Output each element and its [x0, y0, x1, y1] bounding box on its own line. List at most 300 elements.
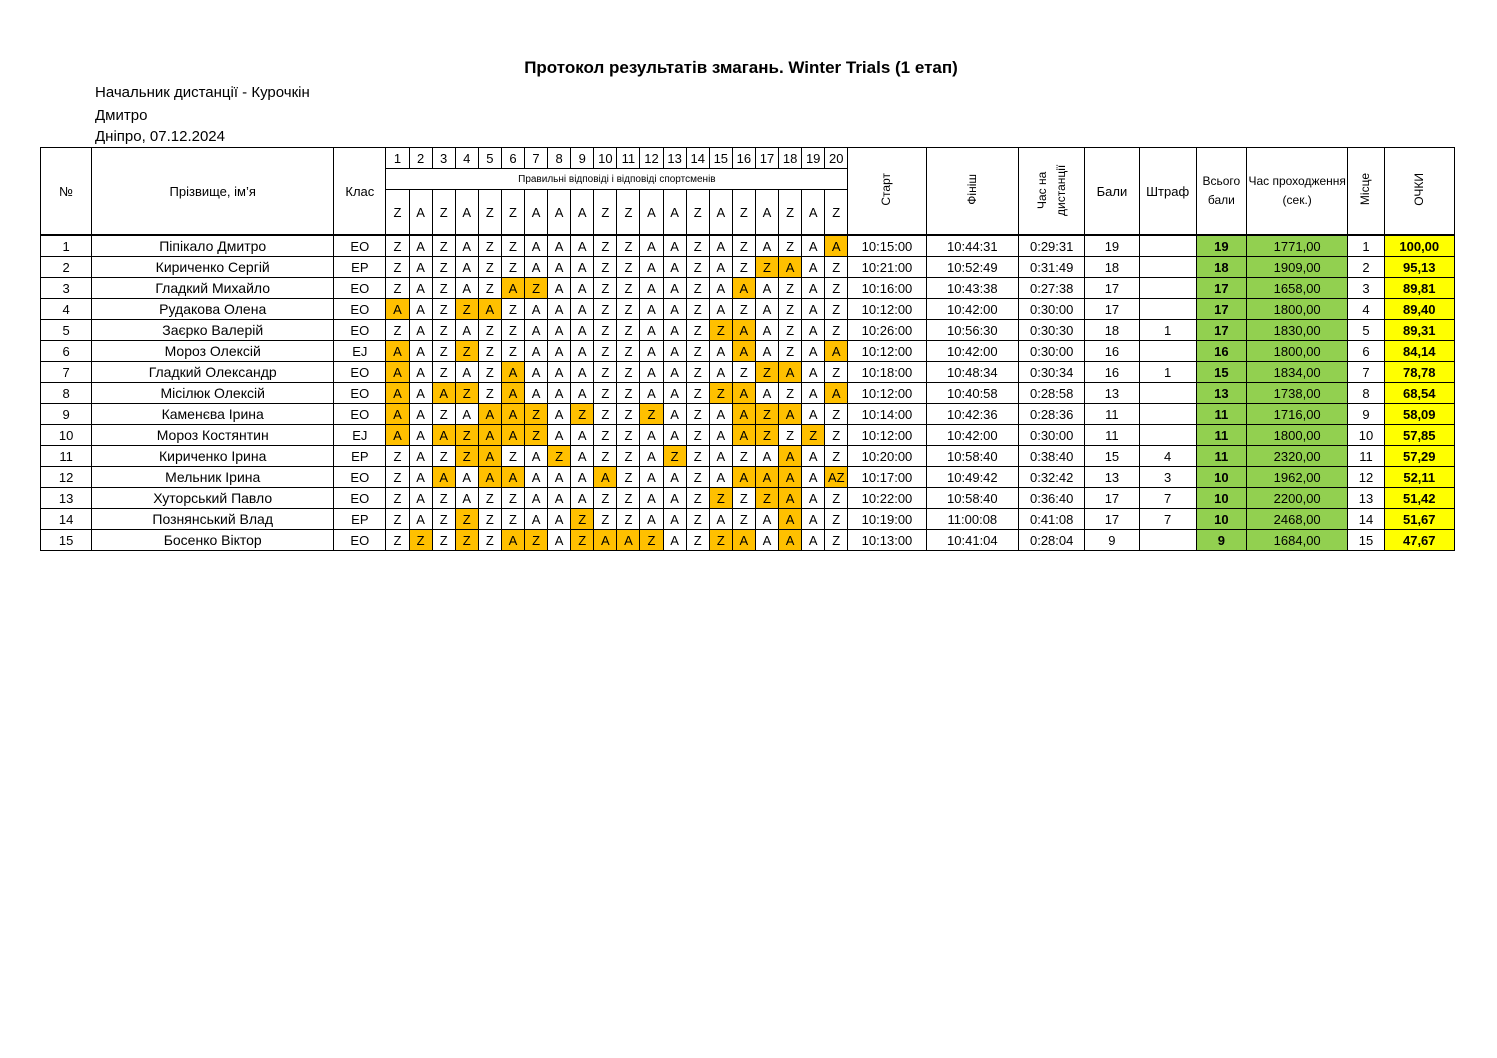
place: 11 [1348, 446, 1384, 467]
athlete-answer: A [709, 362, 732, 383]
athlete-answer: A [501, 362, 524, 383]
athlete-answer: A [755, 299, 778, 320]
total-points: 11 [1196, 425, 1246, 446]
start-time: 10:19:00 [848, 509, 926, 530]
athlete-answer: Z [501, 509, 524, 530]
distance-time: 0:32:42 [1019, 467, 1085, 488]
athlete-answer: A [802, 509, 825, 530]
athlete-name: Гладкий Михайло [92, 278, 334, 299]
athlete-answer: Z [478, 383, 501, 404]
athlete-answer: A [478, 446, 501, 467]
table-row [41, 530, 1455, 551]
athlete-class: EO [334, 467, 386, 488]
athlete-answer: A [802, 341, 825, 362]
penalty: 7 [1139, 509, 1196, 530]
question-number: 2 [409, 148, 432, 169]
athlete-answer: Z [594, 425, 617, 446]
athlete-answer: A [825, 341, 848, 362]
place: 6 [1348, 341, 1384, 362]
finish-time: 10:42:00 [926, 299, 1018, 320]
athlete-answer: A [571, 257, 594, 278]
penalty: 4 [1139, 446, 1196, 467]
points: 9 [1085, 530, 1139, 551]
athlete-answer: A [640, 467, 663, 488]
finish-time: 10:42:00 [926, 425, 1018, 446]
athlete-answer: Z [640, 404, 663, 425]
athlete-answer: A [409, 257, 432, 278]
table-row [41, 320, 1455, 341]
row-num: 1 [41, 235, 92, 257]
athlete-name: Каменєва Ірина [92, 404, 334, 425]
place-date: Дніпро, 07.12.2024 [95, 128, 225, 145]
place: 12 [1348, 467, 1384, 488]
time-seconds: 1830,00 [1246, 320, 1347, 341]
athlete-answer: A [525, 446, 548, 467]
question-number: 10 [594, 148, 617, 169]
athlete-answer: A [386, 341, 409, 362]
athlete-answer: Z [825, 320, 848, 341]
total-points: 13 [1196, 383, 1246, 404]
athlete-answer: A [478, 425, 501, 446]
table-row [41, 488, 1455, 509]
points: 13 [1085, 383, 1139, 404]
athlete-answer: A [709, 446, 732, 467]
athlete-answer: A [548, 425, 571, 446]
score: 51,67 [1384, 509, 1454, 530]
start-time: 10:20:00 [848, 446, 926, 467]
athlete-answer: A [571, 446, 594, 467]
athlete-answer: Z [825, 299, 848, 320]
athlete-answer: Z [478, 362, 501, 383]
athlete-answer: Z [779, 278, 802, 299]
points: 16 [1085, 341, 1139, 362]
athlete-answer: Z [501, 488, 524, 509]
athlete-answer: A [432, 383, 455, 404]
athlete-answer: Z [386, 257, 409, 278]
athlete-answer: Z [455, 446, 478, 467]
penalty: 7 [1139, 488, 1196, 509]
athlete-answer: A [640, 488, 663, 509]
start-time: 10:26:00 [848, 320, 926, 341]
athlete-name: Заєрко Валерій [92, 320, 334, 341]
correct-answer: A [525, 190, 548, 236]
athlete-answer: Z [455, 530, 478, 551]
athlete-answer: Z [478, 509, 501, 530]
athlete-answer: A [409, 362, 432, 383]
athlete-answer: Z [478, 257, 501, 278]
col-distance-time-label: Час на дистанції [1034, 163, 1068, 216]
finish-time: 10:58:40 [926, 446, 1018, 467]
athlete-answer: Z [686, 509, 709, 530]
athlete-answer: A [663, 341, 686, 362]
athlete-class: EO [334, 383, 386, 404]
athlete-answer: A [548, 235, 571, 257]
athlete-answer: Z [432, 299, 455, 320]
place: 2 [1348, 257, 1384, 278]
score: 47,67 [1384, 530, 1454, 551]
athlete-answer: Z [663, 446, 686, 467]
score: 89,31 [1384, 320, 1454, 341]
athlete-answer: Z [478, 530, 501, 551]
athlete-answer: Z [755, 404, 778, 425]
col-finish [926, 148, 1018, 236]
table-row [41, 425, 1455, 446]
points: 17 [1085, 299, 1139, 320]
athlete-class: EO [334, 278, 386, 299]
athlete-answer: Z [455, 299, 478, 320]
start-time: 10:21:00 [848, 257, 926, 278]
start-time: 10:12:00 [848, 299, 926, 320]
finish-time: 10:43:38 [926, 278, 1018, 299]
athlete-answer: Z [825, 488, 848, 509]
finish-time: 10:41:04 [926, 530, 1018, 551]
athlete-answer: Z [779, 425, 802, 446]
correct-answer: Z [686, 190, 709, 236]
time-seconds: 2468,00 [1246, 509, 1347, 530]
athlete-answer: A [709, 278, 732, 299]
athlete-answer: A [709, 257, 732, 278]
start-time: 10:16:00 [848, 278, 926, 299]
athlete-answer: A [663, 488, 686, 509]
athlete-answer: Z [802, 425, 825, 446]
col-class: Клас [334, 148, 386, 236]
athlete-class: EP [334, 509, 386, 530]
athlete-answer: Z [732, 257, 755, 278]
athlete-answer: A [755, 467, 778, 488]
points: 18 [1085, 320, 1139, 341]
athlete-name: Хуторський Павло [92, 488, 334, 509]
correct-answer: A [755, 190, 778, 236]
athlete-answer: Z [594, 446, 617, 467]
athlete-answer: Z [709, 383, 732, 404]
athlete-name: Познянський Влад [92, 509, 334, 530]
athlete-answer: Z [779, 383, 802, 404]
question-number: 12 [640, 148, 663, 169]
athlete-answer: A [409, 446, 432, 467]
points: 11 [1085, 425, 1139, 446]
place: 14 [1348, 509, 1384, 530]
row-num: 11 [41, 446, 92, 467]
points: 16 [1085, 362, 1139, 383]
athlete-class: EO [334, 362, 386, 383]
athlete-answer: A [386, 404, 409, 425]
score: 57,85 [1384, 425, 1454, 446]
athlete-answer: A [501, 404, 524, 425]
athlete-answer: A [525, 257, 548, 278]
athlete-answer: A [501, 425, 524, 446]
athlete-answer: Z [571, 404, 594, 425]
finish-time: 11:00:08 [926, 509, 1018, 530]
row-num: 6 [41, 341, 92, 362]
athlete-answer: Z [755, 425, 778, 446]
athlete-answer: A [455, 278, 478, 299]
athlete-answer: A [802, 488, 825, 509]
total-points: 10 [1196, 467, 1246, 488]
table-row [41, 299, 1455, 320]
athlete-answer: Z [432, 530, 455, 551]
athlete-answer: A [478, 299, 501, 320]
athlete-answer: A [594, 530, 617, 551]
athlete-answer: A [640, 235, 663, 257]
athlete-answer: Z [779, 235, 802, 257]
place: 7 [1348, 362, 1384, 383]
athlete-answer: A [617, 530, 640, 551]
distance-time: 0:38:40 [1019, 446, 1085, 467]
athlete-answer: A [525, 320, 548, 341]
athlete-answer: Z [548, 446, 571, 467]
athlete-answer: A [779, 467, 802, 488]
athlete-class: EJ [334, 425, 386, 446]
correct-answer: Z [432, 190, 455, 236]
athlete-answer: A [663, 404, 686, 425]
question-number: 16 [732, 148, 755, 169]
athlete-answer: Z [409, 530, 432, 551]
athlete-answer: A [640, 362, 663, 383]
athlete-answer: A [732, 425, 755, 446]
athlete-answer: Z [686, 467, 709, 488]
athlete-answer: Z [432, 404, 455, 425]
athlete-answer: Z [594, 509, 617, 530]
athlete-answer: A [548, 320, 571, 341]
athlete-answer: A [501, 278, 524, 299]
athlete-answer: A [640, 425, 663, 446]
row-num: 9 [41, 404, 92, 425]
athlete-answer: A [663, 235, 686, 257]
athlete-answer: Z [386, 488, 409, 509]
table-row [41, 257, 1455, 278]
place: 15 [1348, 530, 1384, 551]
athlete-answer: Z [825, 509, 848, 530]
row-num: 10 [41, 425, 92, 446]
athlete-answer: Z [501, 341, 524, 362]
time-seconds: 1684,00 [1246, 530, 1347, 551]
athlete-answer: Z [432, 362, 455, 383]
athlete-answer: A [548, 509, 571, 530]
athlete-answer: Z [571, 509, 594, 530]
distance-time: 0:30:00 [1019, 341, 1085, 362]
table-row [41, 235, 1455, 257]
place: 13 [1348, 488, 1384, 509]
finish-time: 10:56:30 [926, 320, 1018, 341]
athlete-answer: A [455, 404, 478, 425]
athlete-class: EJ [334, 341, 386, 362]
time-seconds: 2320,00 [1246, 446, 1347, 467]
table-row [41, 509, 1455, 530]
athlete-answer: Z [478, 278, 501, 299]
athlete-answer: Z [594, 278, 617, 299]
athlete-answer: A [755, 383, 778, 404]
athlete-answer: Z [386, 530, 409, 551]
col-num: № [41, 148, 92, 236]
athlete-answer: A [455, 488, 478, 509]
question-number: 17 [755, 148, 778, 169]
athlete-answer: Z [686, 530, 709, 551]
athlete-answer: A [802, 235, 825, 257]
question-number: 15 [709, 148, 732, 169]
athlete-name: Місілюк Олексій [92, 383, 334, 404]
athlete-answer: Z [732, 488, 755, 509]
time-seconds: 1800,00 [1246, 425, 1347, 446]
athlete-answer: Z [686, 383, 709, 404]
finish-time: 10:48:34 [926, 362, 1018, 383]
athlete-answer: A [779, 446, 802, 467]
col-place [1348, 148, 1384, 236]
athlete-answer: A [548, 299, 571, 320]
athlete-answer: A [663, 299, 686, 320]
finish-time: 10:40:58 [926, 383, 1018, 404]
athlete-answer: A [663, 362, 686, 383]
athlete-class: EO [334, 404, 386, 425]
athlete-answer: A [640, 320, 663, 341]
athlete-answer: Z [617, 383, 640, 404]
start-time: 10:12:00 [848, 425, 926, 446]
athlete-answer: Z [617, 467, 640, 488]
athlete-answer: Z [594, 257, 617, 278]
col-place-label: Місце [1358, 173, 1373, 206]
athlete-answer: A [732, 341, 755, 362]
athlete-answer: Z [686, 257, 709, 278]
athlete-answer: A [548, 362, 571, 383]
athlete-answer: Z [501, 235, 524, 257]
start-time: 10:13:00 [848, 530, 926, 551]
athlete-answer: A [640, 446, 663, 467]
total-points: 16 [1196, 341, 1246, 362]
finish-time: 10:42:00 [926, 341, 1018, 362]
total-points: 10 [1196, 509, 1246, 530]
athlete-answer: Z [686, 404, 709, 425]
points: 17 [1085, 488, 1139, 509]
athlete-answer: Z [709, 530, 732, 551]
finish-time: 10:52:49 [926, 257, 1018, 278]
athlete-answer: A [548, 467, 571, 488]
athlete-answer: Z [825, 362, 848, 383]
athlete-answer: A [779, 257, 802, 278]
athlete-answer: A [594, 467, 617, 488]
athlete-answer: A [432, 467, 455, 488]
athlete-answer: A [802, 299, 825, 320]
distance-time: 0:28:58 [1019, 383, 1085, 404]
athlete-answer: Z [779, 341, 802, 362]
table-row [41, 404, 1455, 425]
start-time: 10:15:00 [848, 235, 926, 257]
penalty: 3 [1139, 467, 1196, 488]
correct-answer: A [663, 190, 686, 236]
athlete-answer: Z [432, 235, 455, 257]
athlete-answer: AZ [825, 467, 848, 488]
athlete-answer: A [409, 425, 432, 446]
athlete-name: Рудакова Олена [92, 299, 334, 320]
athlete-answer: Z [571, 530, 594, 551]
question-number: 19 [802, 148, 825, 169]
athlete-answer: Z [617, 257, 640, 278]
finish-time: 10:49:42 [926, 467, 1018, 488]
athlete-answer: A [779, 488, 802, 509]
athlete-answer: Z [825, 425, 848, 446]
athlete-answer: A [525, 509, 548, 530]
athlete-answer: A [732, 278, 755, 299]
athlete-answer: Z [478, 235, 501, 257]
athlete-answer: Z [732, 509, 755, 530]
score: 52,11 [1384, 467, 1454, 488]
athlete-answer: A [755, 530, 778, 551]
distance-time: 0:30:00 [1019, 425, 1085, 446]
athlete-answer: Z [779, 320, 802, 341]
athlete-answer: A [409, 383, 432, 404]
athlete-answer: A [548, 341, 571, 362]
athlete-answer: A [709, 467, 732, 488]
athlete-name: Босенко Віктор [92, 530, 334, 551]
results-table [40, 147, 1455, 551]
athlete-answer: Z [825, 278, 848, 299]
col-score [1384, 148, 1454, 236]
athlete-answer: Z [594, 488, 617, 509]
athlete-answer: A [663, 425, 686, 446]
question-number: 1 [386, 148, 409, 169]
athlete-answer: A [802, 362, 825, 383]
points: 19 [1085, 235, 1139, 257]
athlete-answer: Z [432, 446, 455, 467]
points: 15 [1085, 446, 1139, 467]
athlete-answer: Z [455, 383, 478, 404]
athlete-class: EO [334, 299, 386, 320]
question-number: 5 [478, 148, 501, 169]
athlete-answer: A [571, 425, 594, 446]
place: 1 [1348, 235, 1384, 257]
col-score-label: ОЧКИ [1411, 173, 1426, 206]
athlete-answer: A [571, 467, 594, 488]
time-seconds: 1834,00 [1246, 362, 1347, 383]
athlete-answer: A [571, 488, 594, 509]
correct-answer: A [709, 190, 732, 236]
athlete-answer: A [802, 257, 825, 278]
athlete-answer: Z [501, 446, 524, 467]
start-time: 10:22:00 [848, 488, 926, 509]
athlete-answer: A [732, 530, 755, 551]
athlete-answer: Z [779, 299, 802, 320]
athlete-answer: A [455, 235, 478, 257]
athlete-answer: A [501, 383, 524, 404]
points: 11 [1085, 404, 1139, 425]
athlete-class: EO [334, 488, 386, 509]
athlete-answer: A [755, 235, 778, 257]
total-points: 17 [1196, 299, 1246, 320]
points: 17 [1085, 509, 1139, 530]
athlete-answer: A [709, 235, 732, 257]
athlete-answer: Z [686, 235, 709, 257]
start-time: 10:12:00 [848, 341, 926, 362]
athlete-answer: A [640, 341, 663, 362]
athlete-answer: A [548, 488, 571, 509]
row-num: 2 [41, 257, 92, 278]
col-name: Прізвище, ім’я [92, 148, 334, 236]
penalty [1139, 299, 1196, 320]
penalty [1139, 404, 1196, 425]
athlete-answer: A [825, 383, 848, 404]
athlete-answer: Z [617, 488, 640, 509]
athlete-answer: A [571, 278, 594, 299]
question-number: 14 [686, 148, 709, 169]
athlete-answer: A [802, 467, 825, 488]
time-seconds: 1800,00 [1246, 299, 1347, 320]
table-row [41, 362, 1455, 383]
athlete-answer: A [755, 446, 778, 467]
correct-answer: Z [594, 190, 617, 236]
question-number: 11 [617, 148, 640, 169]
athlete-answer: Z [709, 488, 732, 509]
athlete-answer: A [779, 509, 802, 530]
time-seconds: 1658,00 [1246, 278, 1347, 299]
athlete-answer: A [732, 320, 755, 341]
